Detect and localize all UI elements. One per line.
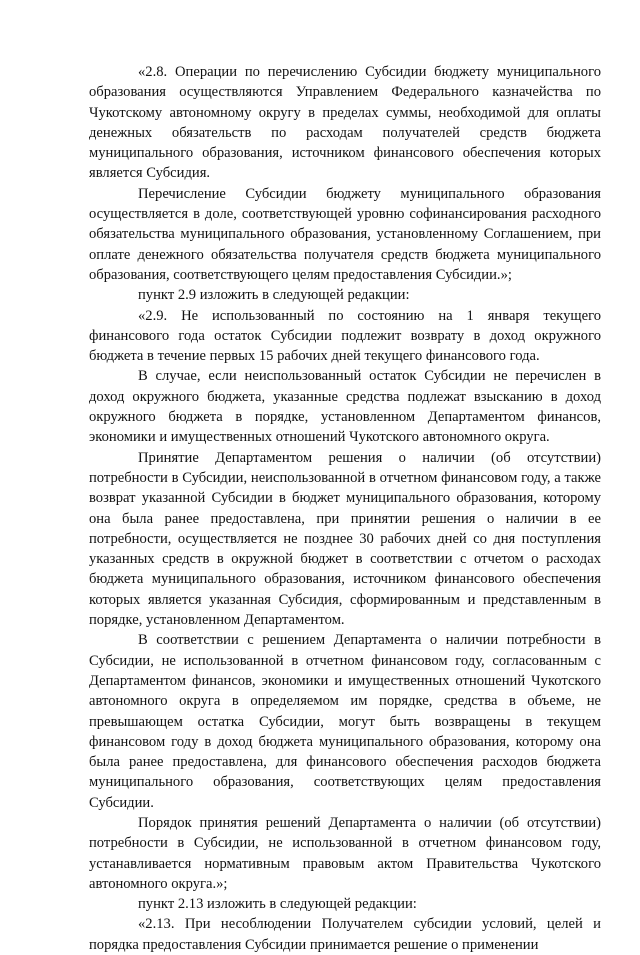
document-page (89, 62, 601, 955)
paragraph-subsidy-transfer: Перечисление Субсидии бюджету муниципального образования осуществляется в доле, соответствующей уровню софинансирования расходного обязательства муниципального образования, установленному Соглашением, при оплате денежного обязательства получателя средств бюджета муниципального образования, соответствующего целям предоставления Субсидии.»; (89, 185, 601, 283)
paragraph-2-13: «2.13. При несоблюдении Получателем субсидии условий, целей и порядка предоставления Субсидии принимается решение о применении (89, 916, 601, 953)
paragraph-2-9: «2.9. Не использованный по состоянию на 1 января текущего финансового года остаток Субсидии подлежит возврату в доход окружного бюджета в течение первых 15 рабочих дней текущего финансового года. (89, 307, 601, 365)
paragraph-2-8: «2.8. Операции по перечислению Субсидии бюджету муниципального образования осуществляются Управлением Федерального казначейства по Чукотскому автономному округу в пределах суммы, необходимой для оплаты денежных обязательств по расходам получателей средств бюджета муниципального образования, источником финансового обеспечения которых является Субсидия. (89, 64, 601, 182)
paragraph-department-decision: Принятие Департаментом решения о наличии (об отсутствии) потребности в Субсидии, неиспользованной в отчетном финансовом году, а также возврат указанной Субсидии в бюджет муниципального образования, которому она была ранее предоставлена, при принятии решения о наличии в ее потребности, осуществляется не позднее 30 рабочих дней со дня поступления указанных средств в окружной бюджет в соответствии с отчетом о расходах бюджета муниципального образования, источником финансового обеспечения которых является указанная Субсидия, сформированным и представленным в порядке, установленном Департаментом. (89, 449, 601, 629)
paragraph-amend-2-13: пункт 2.13 изложить в следующей редакции: (138, 896, 417, 913)
paragraph-unused-balance: В случае, если неиспользованный остаток Субсидии не перечислен в доход окружного бюджета, указанные средства подлежат взысканию в доход окружного бюджета в порядке, установленном Департаментом финансов, экономики и имущественных отношений Чукотского автономного округа. (89, 368, 601, 446)
paragraph-decision-procedure: Порядок принятия решений Департамента о наличии (об отсутствии) потребности в Субсидии, не использованной в отчетном финансовом году, устанавливается нормативным правовым актом Правительства Чукотского автономного округа.»; (89, 814, 601, 892)
paragraph-return-funds: В соответствии с решением Департамента о наличии потребности в Субсидии, не использованной в отчетном финансовом году, согласованным с Департаментом финансов, экономики и имущественных отношений Чукотского автономного округа в определяемом им порядке, средства в объеме, не превышающем остатка Субсидии, могут быть возвращены в текущем финансовом году в доход бюджета муниципального образования, которому она была ранее предоставлена, для финансового обеспечения расходов бюджета муниципального образования, соответствующих целям предоставления Субсидии. (89, 632, 601, 811)
paragraph-amend-2-9: пункт 2.9 изложить в следующей редакции: (138, 287, 410, 304)
